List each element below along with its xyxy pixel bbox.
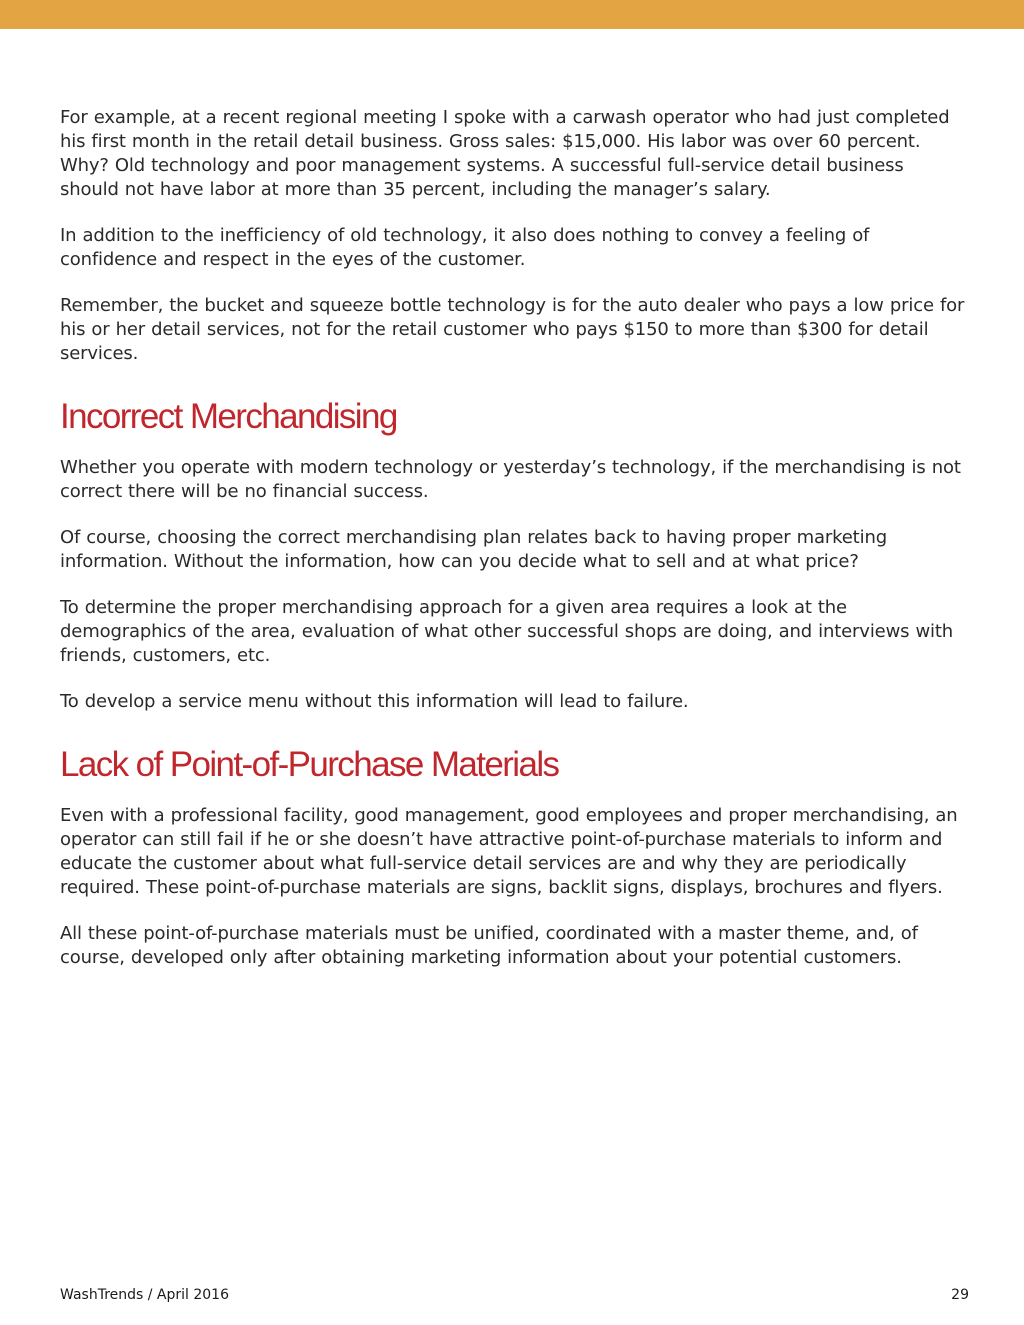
merchandising-paragraph-3: To determine the proper merchandising approach for a given area requires a look at the demographics of the area, evaluation of what other successful shops are doing, and interviews with friends, customers, etc.: [60, 597, 954, 666]
footer-publication: WashTrends / April 2016: [60, 1287, 229, 1303]
footer-page-number: 29: [951, 1287, 969, 1303]
section-heading-incorrect-merchandising: Incorrect Merchandising: [60, 397, 397, 436]
section-heading-point-of-purchase: Lack of Point-of-Purchase Materials: [60, 745, 559, 784]
article-body: [60, 106, 965, 992]
intro-paragraph-2: In addition to the inefficiency of old technology, it also does nothing to convey a feeling of confidence and respect in the eyes of the customer.: [60, 225, 870, 270]
pop-paragraph-2: All these point-of-purchase materials must be unified, coordinated with a master theme, and, of course, developed only after obtaining marketing information about your potential customers.: [60, 923, 918, 968]
merchandising-paragraph-1: Whether you operate with modern technology or yesterday’s technology, if the merchandising is not correct there will be no financial success.: [60, 457, 961, 502]
pop-paragraph-1: Even with a professional facility, good management, good employees and proper merchandising, an operator can still fail if he or she doesn’t have attractive point-of-purchase materials to inform and educate the customer about what full-service detail services are and why they are periodically required. These point-of-purchase materials are signs, backlit signs, displays, brochures and flyers.: [60, 805, 958, 898]
merchandising-paragraph-2: Of course, choosing the correct merchandising plan relates back to having proper marketing information. Without the information, how can you decide what to sell and at what price?: [60, 527, 887, 572]
top-accent-bar: [0, 0, 1024, 29]
intro-paragraph-1: For example, at a recent regional meeting I spoke with a carwash operator who had just completed his first month in the retail detail business. Gross sales: $15,000. His labor was over 60 percent. Why? Old technology and poor management systems. A successful full-service detail business should not have labor at more than 35 percent, including the manager’s salary.: [60, 107, 950, 200]
intro-paragraph-3: Remember, the bucket and squeeze bottle technology is for the auto dealer who pays a low price for his or her detail services, not for the retail customer who pays $150 to more than $300 for detail services.: [60, 295, 965, 364]
merchandising-paragraph-4: To develop a service menu without this information will lead to failure.: [60, 691, 689, 712]
